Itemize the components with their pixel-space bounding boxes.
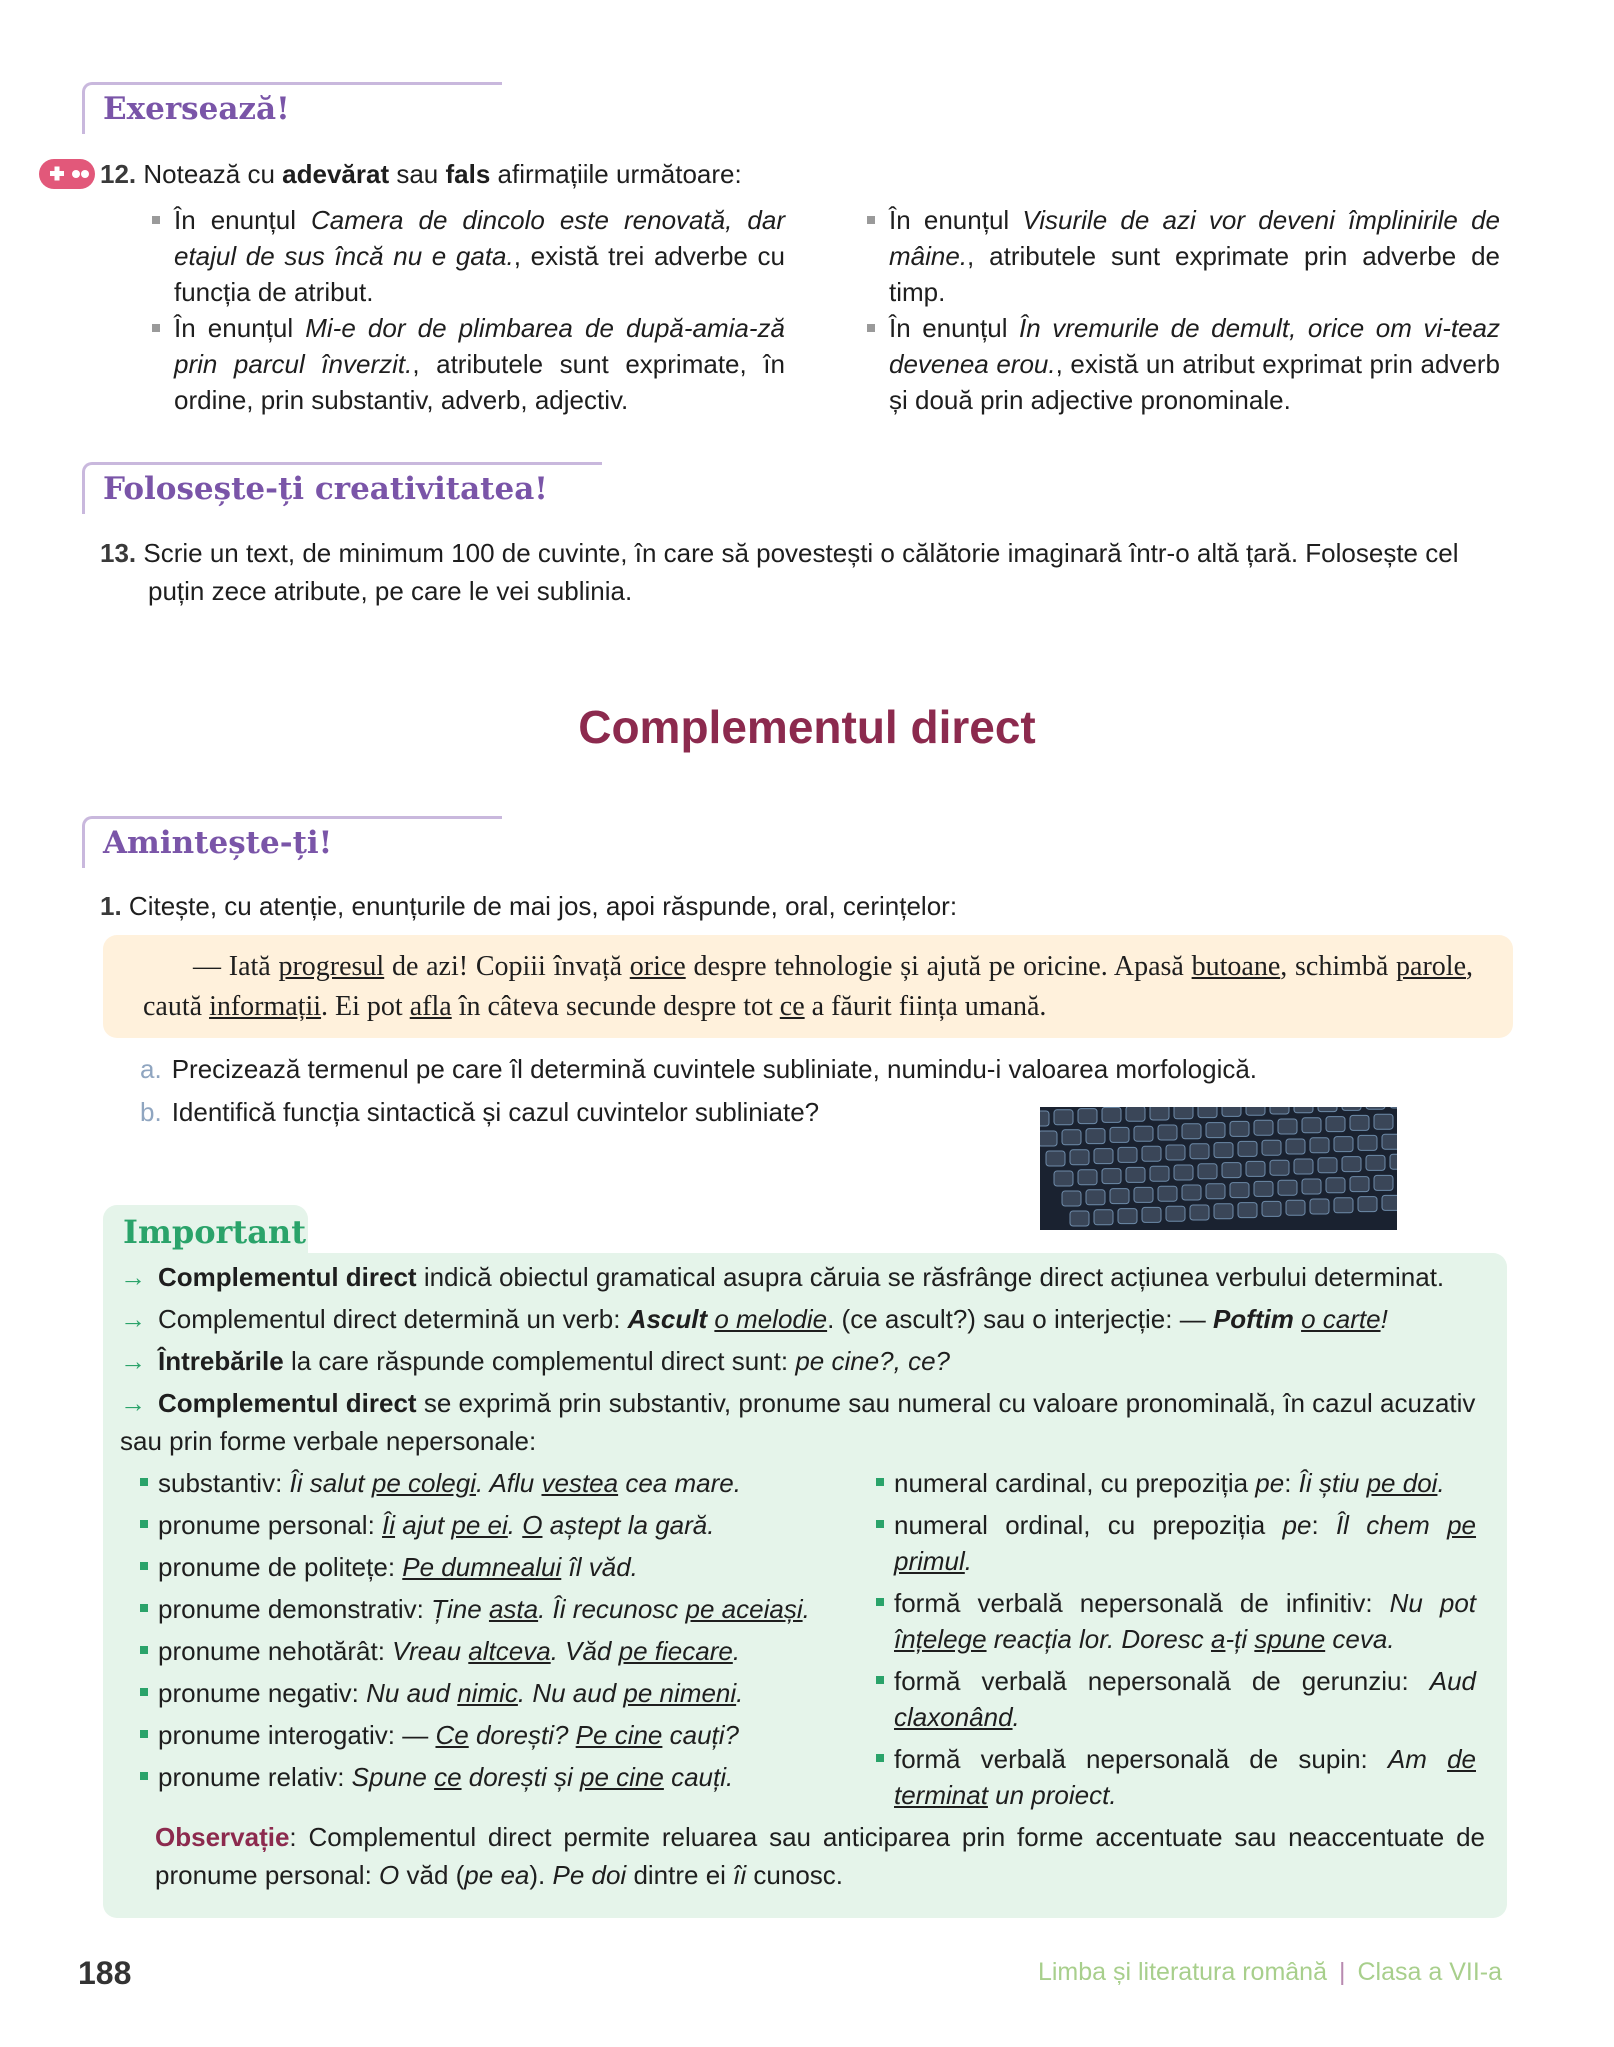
page-number: 188: [78, 1955, 132, 1991]
text: în câteva secunde despre tot: [451, 991, 780, 1022]
text: asta: [488, 1594, 539, 1624]
keyboard-key: [1262, 1201, 1281, 1216]
example: Poftim: [1212, 1304, 1294, 1334]
important-tab: Important: [103, 1205, 308, 1263]
text: dorești și: [461, 1762, 581, 1792]
text: Am: [1387, 1744, 1448, 1774]
keyboard-key: [1318, 1158, 1337, 1173]
keyboard-key: [1198, 1107, 1217, 1118]
list-item: [140, 1507, 840, 1543]
text: :: [1311, 1510, 1336, 1540]
text: .: [732, 1636, 741, 1666]
text: O: [522, 1510, 543, 1540]
text: , atributele sunt exprimate, în ordine, prin substantiv, adverb, adjectiv.: [174, 349, 785, 415]
observation: [155, 1818, 1485, 1894]
text: formă verbală nepersonală de gerunziu:: [894, 1666, 1430, 1696]
keyboard-key: [1358, 1197, 1377, 1212]
text: văd (: [399, 1860, 465, 1890]
q12-left-column: [150, 202, 785, 418]
important-line-4: [120, 1384, 1480, 1460]
keyboard-key: [1118, 1147, 1137, 1162]
text: Îi salut: [289, 1468, 372, 1498]
keyboard-key: [1278, 1180, 1297, 1195]
question-12: [100, 155, 1510, 193]
text: . Ei pot: [321, 991, 410, 1022]
keyboard-key: [1382, 1195, 1397, 1210]
text: vestea: [541, 1468, 619, 1498]
keyboard-key: [1040, 1111, 1049, 1126]
keyboard-key: [1142, 1207, 1161, 1222]
keyboard-key: [1230, 1183, 1249, 1198]
text: reacția lor. Doresc: [986, 1624, 1211, 1654]
gamepad-icon: [38, 158, 96, 195]
underlined-word: parole: [1396, 951, 1467, 982]
text: . Aflu: [475, 1468, 542, 1498]
text: . (ce ascult?) sau o interjecție: —: [827, 1304, 1213, 1334]
example: Pe doi: [552, 1860, 627, 1890]
example: !: [1380, 1304, 1388, 1334]
keyboard-key: [1040, 1131, 1057, 1146]
example: Camera de dincolo este renovată, dar etajul de sus încă nu e gata.: [174, 205, 785, 271]
text: formă verbală nepersonală de supin:: [894, 1744, 1388, 1774]
example: [1294, 1304, 1301, 1334]
emphasis: Complementul direct: [158, 1262, 417, 1292]
emphasis: fals: [445, 159, 491, 189]
keyboard-key: [1214, 1204, 1233, 1219]
text: Aud: [1429, 1666, 1476, 1696]
keyboard-key: [1270, 1160, 1289, 1175]
keyboard-key: [1174, 1165, 1193, 1180]
observation-label: Observație: [155, 1822, 290, 1852]
text: pe fiecare: [618, 1636, 733, 1666]
text: , atributele sunt exprimate prin adverbe de timp.: [889, 241, 1500, 307]
text: cauți?: [662, 1720, 740, 1750]
keyboard-key: [1294, 1159, 1313, 1174]
text: Spune: [351, 1762, 435, 1792]
text: pe colegi: [371, 1468, 476, 1498]
keyboard-key: [1206, 1123, 1225, 1138]
text: afirmațiile următoare:: [490, 159, 742, 189]
keyboard-key: [1070, 1150, 1089, 1165]
text: , există un atribut exprimat prin adverb și două prin adjective pronominale.: [889, 349, 1500, 415]
keyboard-key: [1390, 1107, 1397, 1108]
text: pe aceiași: [685, 1594, 803, 1624]
text: a: [1210, 1624, 1226, 1654]
keyboard-key: [1246, 1161, 1265, 1176]
question-number: 13.: [100, 538, 137, 568]
text: claxonând: [894, 1702, 1013, 1732]
arrow-icon: →: [120, 1304, 146, 1334]
keyboard-key: [1254, 1181, 1273, 1196]
text: Ce: [435, 1720, 469, 1750]
text: ceva.: [1325, 1624, 1395, 1654]
keyboard-key: [1326, 1178, 1345, 1193]
important-line-2: [120, 1300, 1490, 1338]
example: O: [379, 1860, 400, 1890]
text: substantiv:: [158, 1468, 290, 1498]
list-item: [876, 1465, 1476, 1501]
list-item: [876, 1741, 1476, 1813]
emphasis: Întrebările: [158, 1346, 284, 1376]
text: -ți: [1225, 1624, 1255, 1654]
section-heading-aminteste: Amintește-ți!: [82, 816, 502, 868]
text: ).: [529, 1860, 553, 1890]
keyboard-key: [1150, 1166, 1169, 1181]
text: Identifică funcția sintactică și cazul cuvintelor subliniate?: [171, 1097, 820, 1127]
keyboard-key: [1062, 1191, 1081, 1206]
text: Scrie un text, de minimum 100 de cuvinte, în care să povestești o călătorie imaginară într-o altă țară. Folosește cel puțin zece atribute, pe care le vei sublinia.: [143, 538, 1459, 606]
text: . Nu aud: [517, 1678, 624, 1708]
text: În enunțul: [889, 313, 1020, 343]
text: indică obiectul gramatical asupra căruia se răsfrânge direct acțiunea verbului determinat.: [416, 1262, 1445, 1292]
text: dorești?: [468, 1720, 576, 1750]
text: . Văd: [550, 1636, 619, 1666]
keyboard-key: [1286, 1139, 1305, 1154]
text: dintre ei: [626, 1860, 734, 1890]
keyboard-key: [1262, 1140, 1281, 1155]
keyboard-key: [1302, 1179, 1321, 1194]
keyboard-key: [1214, 1143, 1233, 1158]
list-item: [876, 1663, 1476, 1735]
list-item: [140, 1675, 840, 1711]
text: Pe cine: [575, 1720, 663, 1750]
text: un proiect.: [987, 1780, 1117, 1810]
keyboard-key: [1310, 1199, 1329, 1214]
text: formă verbală nepersonală de infinitiv:: [894, 1588, 1390, 1618]
text: altceva: [468, 1636, 551, 1666]
text: pronume de politețe:: [158, 1552, 403, 1582]
keyboard-key: [1118, 1209, 1137, 1224]
list-item: [140, 1759, 840, 1795]
text: .: [507, 1510, 523, 1540]
text: numeral ordinal, cu prepoziția: [894, 1510, 1283, 1540]
keyboard-key: [1318, 1107, 1337, 1112]
list-item: [140, 1717, 840, 1753]
list-item: [150, 202, 785, 310]
list-item: [876, 1507, 1476, 1579]
keyboard-key: [1126, 1167, 1145, 1182]
keyboard-key: [1110, 1189, 1129, 1204]
keyboard-key: [1382, 1134, 1397, 1149]
text: Ține: [431, 1594, 489, 1624]
keyboard-key: [1078, 1170, 1097, 1185]
keyboard-key: [1278, 1119, 1297, 1134]
keyboard-key: [1238, 1141, 1257, 1156]
keyboard-key: [1374, 1114, 1393, 1129]
keyboard-key: [1182, 1185, 1201, 1200]
book-title: Limba și literatura română: [1037, 1958, 1327, 1986]
text: pe: [1282, 1510, 1312, 1540]
text: pronume personal:: [158, 1510, 383, 1540]
keyboard-key: [1086, 1129, 1105, 1144]
text: de terminat: [894, 1744, 1476, 1810]
text: pe cine: [580, 1762, 664, 1792]
text: spune: [1254, 1624, 1326, 1654]
keyboard-key: [1222, 1163, 1241, 1178]
footer-book-info: [1038, 1958, 1502, 1987]
text: .: [802, 1594, 810, 1624]
keyboard-key: [1094, 1149, 1113, 1164]
keyboard-key: [1350, 1115, 1369, 1130]
keyboard-key: [1190, 1144, 1209, 1159]
emphasis: Complementul direct: [158, 1388, 417, 1418]
keyboard-key: [1342, 1107, 1361, 1110]
text: Nu pot: [1389, 1588, 1476, 1618]
text: cunosc.: [746, 1860, 843, 1890]
arrow-icon: →: [120, 1262, 146, 1292]
text: În enunțul: [174, 313, 306, 343]
text: pronume negativ:: [158, 1678, 367, 1708]
question-number: 12.: [100, 159, 137, 189]
keyboard-key: [1142, 1146, 1161, 1161]
example: Mi-e dor de plimbarea de după-amia-ză prin parcul înverzit.: [174, 313, 785, 379]
text: la care răspunde complementul direct sunt:: [283, 1346, 796, 1376]
keyboard-key: [1166, 1145, 1185, 1160]
keyboard-key: [1374, 1175, 1393, 1190]
keyboard-key: [1174, 1107, 1193, 1119]
list-item: [865, 202, 1500, 310]
list-item: [140, 1549, 840, 1585]
important-left-list: [140, 1465, 840, 1801]
keyboard-key: [1302, 1118, 1321, 1133]
keyboard-key: [1102, 1169, 1121, 1184]
text: pronume interogativ: —: [158, 1720, 436, 1750]
underlined-word: butoane: [1191, 951, 1281, 982]
text: Îi: [382, 1510, 396, 1540]
keyboard-key: [1054, 1110, 1073, 1125]
keyboard-key: [1078, 1109, 1097, 1124]
keyboard-key: [1334, 1198, 1353, 1213]
text: pronume nehotărât:: [158, 1636, 393, 1666]
quote-box: [103, 935, 1513, 1038]
keyboard-key: [1366, 1155, 1385, 1170]
subquestion-a: [140, 1050, 1257, 1088]
text: înțelege: [894, 1624, 987, 1654]
keyboard-key: [1358, 1135, 1377, 1150]
example: o melodie: [714, 1304, 828, 1334]
arrow-icon: →: [120, 1346, 146, 1376]
keyboard-key: [1294, 1107, 1313, 1113]
text: ajut: [395, 1510, 452, 1540]
text: În enunțul: [174, 205, 312, 235]
example: pe cine?, ce?: [795, 1346, 950, 1376]
text: cauți.: [663, 1762, 734, 1792]
keyboard-key: [1150, 1107, 1169, 1120]
subquestion-letter: b.: [140, 1097, 162, 1127]
keyboard-key: [1334, 1137, 1353, 1152]
separator: |: [1338, 1958, 1346, 1986]
text: aștept la gară.: [542, 1510, 715, 1540]
underlined-word: orice: [629, 951, 686, 982]
example: În vremurile de demult, orice om vi-teaz devenea erou.: [889, 313, 1500, 379]
keyboard-key: [1342, 1157, 1361, 1172]
question-13: [100, 534, 1510, 610]
keyboard-key: [1102, 1107, 1121, 1122]
text: În enunțul: [889, 205, 1023, 235]
keyboard-key: [1326, 1117, 1345, 1132]
keyboard-key: [1182, 1124, 1201, 1139]
text: , schimbă: [1280, 951, 1397, 982]
underlined-word: informații: [209, 991, 322, 1022]
text: a făurit ființa umană.: [804, 991, 1047, 1022]
keyboard-key: [1134, 1187, 1153, 1202]
keyboard-key: [1390, 1154, 1397, 1169]
text: Complementul direct determină un verb:: [158, 1304, 628, 1334]
keyboard-key: [1070, 1211, 1089, 1226]
keyboard-key: [1286, 1200, 1305, 1215]
question-1: [100, 887, 1510, 925]
list-item: [140, 1633, 840, 1669]
text: Notează cu: [143, 159, 283, 189]
list-item: [865, 310, 1500, 418]
keyboard-key: [1190, 1205, 1209, 1220]
keyboard-key: [1158, 1125, 1177, 1140]
keyboard-key: [1350, 1177, 1369, 1192]
subquestion-letter: a.: [140, 1054, 162, 1084]
lesson-title: Complementul direct: [578, 701, 1036, 753]
text: ce: [434, 1762, 462, 1792]
underlined-word: ce: [779, 991, 805, 1022]
keyboard-key: [1046, 1151, 1065, 1166]
underlined-word: progresul: [278, 951, 385, 982]
text: : Complementul direct permite reluarea sau anticiparea prin forme accentuate sau neaccentuate de pronume personal:: [155, 1822, 1485, 1890]
text: îl văd.: [561, 1552, 638, 1582]
keyboard-key: [1126, 1107, 1145, 1121]
keyboard-key: [1238, 1203, 1257, 1218]
example: Ascult: [627, 1304, 708, 1334]
keyboard-key: [1206, 1184, 1225, 1199]
text: .: [1437, 1468, 1445, 1498]
list-item: [140, 1465, 840, 1501]
example: îi: [733, 1860, 747, 1890]
text: cea mare.: [618, 1468, 741, 1498]
underlined-word: afla: [409, 991, 452, 1022]
keyboard-key: [1054, 1171, 1073, 1186]
example: o carte: [1301, 1304, 1381, 1334]
keyboard-photo: [1040, 1107, 1397, 1230]
keyboard-key: [1310, 1138, 1329, 1153]
text: pe nimeni: [623, 1678, 737, 1708]
text: despre tehnologie și ajută pe oricine. Apasă: [685, 951, 1192, 982]
text: pe doi: [1366, 1468, 1438, 1498]
question-number: 1.: [100, 891, 122, 921]
keyboard-key: [1246, 1107, 1265, 1115]
keyboard-key: [1366, 1107, 1385, 1109]
list-item: [140, 1591, 840, 1627]
text: pronume demonstrativ:: [158, 1594, 432, 1624]
text: Îi știu: [1298, 1468, 1367, 1498]
important-right-list: [876, 1465, 1476, 1819]
text: pe: [1255, 1468, 1285, 1498]
text: .: [736, 1678, 744, 1708]
keyboard-key: [1222, 1107, 1241, 1116]
example: Visurile de azi vor deveni împlinirile de mâine.: [889, 205, 1500, 271]
list-item: [876, 1585, 1476, 1657]
keyboard-key: [1270, 1107, 1289, 1114]
text: .: [1012, 1702, 1020, 1732]
keyboard-key: [1062, 1130, 1081, 1145]
emphasis: adevărat: [282, 159, 390, 189]
text: sau: [389, 159, 446, 189]
text: , există trei adverbe cu funcția de atribut.: [174, 241, 785, 307]
text: . Îi recunosc: [538, 1594, 686, 1624]
keyboard-key: [1230, 1121, 1249, 1136]
important-line-1: [120, 1258, 1490, 1296]
text: nimic: [457, 1678, 518, 1708]
keyboard-key: [1166, 1206, 1185, 1221]
text: Citește, cu atenție, enunțurile de mai jos, apoi răspunde, oral, cerințelor:: [128, 891, 958, 921]
keyboard-key: [1110, 1127, 1129, 1142]
text: — Iată: [193, 951, 279, 982]
subquestion-b: [140, 1093, 819, 1131]
text: Îl chem: [1335, 1510, 1448, 1540]
text: numeral cardinal, cu prepoziția: [894, 1468, 1256, 1498]
section-heading-creativitate: Folosește-ți creativitatea!: [82, 462, 602, 514]
example: pe ea: [464, 1860, 530, 1890]
text: Vreau: [392, 1636, 469, 1666]
text: , caută: [143, 951, 1474, 1022]
text: se exprimă prin substantiv, pronume sau numeral cu valoare pronominală, în cazul acuzativ sau prin forme verbale nepersonale:: [120, 1388, 1476, 1456]
text: pe ei: [451, 1510, 508, 1540]
section-heading-exerseaza: Exersează!: [82, 82, 502, 134]
text: :: [1284, 1468, 1299, 1498]
keyboard-key: [1094, 1210, 1113, 1225]
keyboard-key: [1254, 1120, 1273, 1135]
text: pe primul: [894, 1510, 1477, 1576]
keyboard-key: [1134, 1126, 1153, 1141]
grade-label: Clasa a VII-a: [1357, 1958, 1502, 1986]
list-item: [150, 310, 785, 418]
keyboard-key: [1086, 1190, 1105, 1205]
text: .: [964, 1546, 973, 1576]
arrow-icon: →: [120, 1388, 146, 1418]
text: pronume relativ:: [158, 1762, 352, 1792]
keyboard-key: [1198, 1164, 1217, 1179]
important-line-3: [120, 1342, 1490, 1380]
text: Nu aud: [366, 1678, 458, 1708]
text: de azi! Copiii învață: [384, 951, 630, 982]
keyboard-key: [1158, 1186, 1177, 1201]
text: Pe dumnealui: [402, 1552, 562, 1582]
q12-right-column: [865, 202, 1500, 418]
text: Precizează termenul pe care îl determină cuvintele subliniate, numindu-i valoarea morfologică.: [171, 1054, 1258, 1084]
